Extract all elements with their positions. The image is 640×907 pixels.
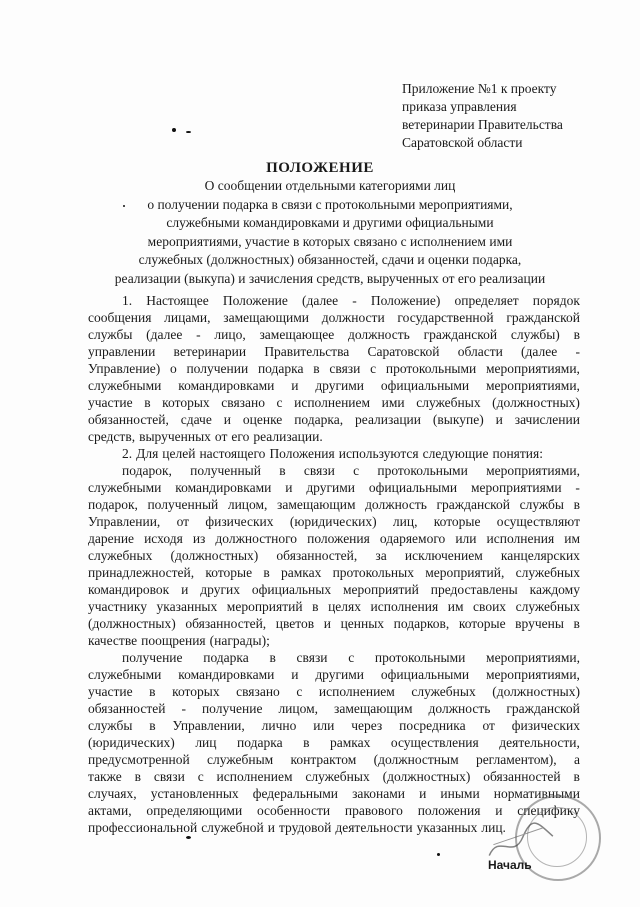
body-word: получении bbox=[186, 361, 249, 376]
body-line bbox=[88, 445, 580, 462]
body-word: в bbox=[573, 769, 580, 784]
body-word: должность bbox=[428, 701, 491, 716]
body-word: замещающее bbox=[259, 327, 335, 342]
body-word: другими bbox=[306, 480, 356, 495]
body-word: положения bbox=[307, 531, 370, 546]
body-word: зачислении bbox=[514, 412, 580, 427]
body-word: (должностных) bbox=[492, 395, 580, 410]
body-word: службы bbox=[88, 718, 133, 733]
body-word: а bbox=[573, 752, 580, 767]
body-word: иными bbox=[440, 786, 480, 801]
body-word: посредника bbox=[399, 718, 466, 733]
body-word: должность bbox=[347, 327, 410, 342]
body-line bbox=[88, 343, 580, 360]
body-word: и bbox=[285, 480, 293, 495]
body-word: мероприятиями, bbox=[486, 378, 580, 393]
body-word: в bbox=[303, 735, 310, 750]
body-word: командировок bbox=[88, 582, 170, 597]
body-word: обязанностей bbox=[483, 769, 561, 784]
body-word: или bbox=[455, 531, 477, 546]
body-word: осуществления bbox=[390, 735, 479, 750]
body-word: мероприятиями, bbox=[486, 361, 580, 376]
body-word: гражданской bbox=[506, 310, 580, 325]
body-word: (должностным bbox=[373, 752, 459, 767]
body-word: мероприятий bbox=[226, 599, 303, 614]
body-line bbox=[88, 292, 580, 309]
body-word: с bbox=[296, 684, 303, 699]
body-word: лицо, bbox=[214, 327, 246, 342]
body-word: другими bbox=[315, 378, 365, 393]
body-word: сообщения bbox=[88, 310, 152, 325]
body-word: в bbox=[279, 463, 286, 478]
appendix-note bbox=[402, 80, 602, 152]
body-word: мероприятиями, bbox=[486, 667, 580, 682]
body-word: которых bbox=[162, 395, 210, 410]
body-word: настоящего bbox=[199, 446, 266, 461]
body-word: - bbox=[181, 701, 186, 716]
body-word: - bbox=[575, 344, 580, 359]
body-word: получение bbox=[122, 650, 183, 665]
body-word: командировками bbox=[175, 480, 272, 495]
body-word: протокольными bbox=[374, 650, 466, 665]
body-word: ветеринарии bbox=[173, 344, 247, 359]
body-word: деятельности, bbox=[499, 735, 580, 750]
body-word: своих bbox=[473, 599, 507, 614]
body-word: - bbox=[196, 327, 201, 342]
appendix-line: приказа управления bbox=[402, 99, 517, 114]
subtitle-line: служебных (должностных) обязанностей, сдачи и оценки подарка, bbox=[138, 252, 522, 267]
body-word: сдаче bbox=[180, 412, 212, 427]
body-word: и bbox=[323, 616, 331, 631]
body-word: лиц bbox=[195, 735, 217, 750]
body-word: в bbox=[573, 327, 580, 342]
body-word: служебных bbox=[515, 599, 580, 614]
appendix-line: Саратовской области bbox=[402, 135, 523, 150]
subtitle-line: мероприятиями, участие в которых связано с исполнением ими bbox=[147, 233, 513, 249]
body-word: исполнением bbox=[318, 684, 395, 699]
body-word: - bbox=[352, 293, 357, 308]
body-word: вырученных bbox=[139, 429, 211, 444]
body-word: каждому bbox=[529, 582, 580, 597]
body-word: мероприятиями, bbox=[486, 650, 580, 665]
body-word: за bbox=[375, 548, 387, 563]
body-word: (должностных) bbox=[170, 548, 259, 563]
body-line bbox=[88, 802, 580, 819]
body-word: обязанностей, bbox=[276, 548, 358, 563]
body-word: другими bbox=[315, 667, 365, 682]
document-title: ПОЛОЖЕНИЕ bbox=[266, 160, 374, 176]
body-word: определяет bbox=[454, 293, 519, 308]
body-word: протокольными bbox=[377, 463, 468, 478]
body-word: протокольных bbox=[332, 565, 414, 580]
body-word: в bbox=[573, 497, 580, 512]
body-word: от bbox=[482, 718, 495, 733]
subtitle-line: служебными командировками и другими официальными bbox=[166, 215, 494, 230]
body-word: других bbox=[200, 582, 240, 597]
body-line bbox=[88, 785, 580, 802]
scan-speck bbox=[172, 128, 176, 132]
body-line bbox=[88, 377, 580, 394]
body-word: ценных bbox=[340, 616, 385, 631]
body-word: в bbox=[313, 361, 320, 376]
body-word: или bbox=[313, 718, 335, 733]
body-word: которые bbox=[205, 565, 253, 580]
body-word: следующие bbox=[422, 446, 489, 461]
body-word: исходя bbox=[144, 531, 183, 546]
body-word: связано bbox=[221, 395, 265, 410]
body-word: с bbox=[370, 361, 377, 376]
body-word: также bbox=[88, 769, 122, 784]
body-word: должностного bbox=[215, 531, 298, 546]
body-word: служебными bbox=[88, 667, 162, 682]
body-word: (юридических) bbox=[88, 735, 175, 750]
body-word: (должностных) bbox=[88, 616, 176, 631]
body-line bbox=[88, 768, 580, 785]
body-word: случаях, bbox=[88, 786, 137, 801]
body-word: лицом, bbox=[227, 497, 268, 512]
body-word: (юридических) bbox=[289, 514, 377, 529]
body-word: актами, bbox=[88, 803, 132, 818]
body-word: через bbox=[351, 718, 383, 733]
appendix-line: Приложение №1 к проекту bbox=[402, 81, 557, 96]
body-word: которые bbox=[433, 514, 481, 529]
body-word: и bbox=[495, 803, 503, 818]
body-word: Управлении, bbox=[88, 514, 161, 529]
body-word: законами bbox=[352, 786, 405, 801]
body-word: Положение bbox=[222, 293, 288, 308]
body-word: и bbox=[495, 412, 503, 427]
body-line bbox=[88, 751, 580, 768]
body-word: с bbox=[353, 463, 360, 478]
body-word: от bbox=[176, 514, 190, 529]
body-word: государственной bbox=[397, 310, 494, 325]
body-word: трудовой bbox=[278, 820, 332, 835]
body-line bbox=[88, 428, 580, 445]
body-word: физических bbox=[511, 718, 580, 733]
body-word: рамках bbox=[329, 735, 371, 750]
body-word: исполнения bbox=[486, 531, 555, 546]
body-word: лицом, bbox=[278, 701, 319, 716]
body-word: реализации bbox=[355, 412, 422, 427]
body-word: нормативными bbox=[493, 786, 580, 801]
body-word: службы) bbox=[510, 327, 560, 342]
body-word: от bbox=[214, 429, 228, 444]
body-word: управлении bbox=[88, 344, 156, 359]
body-word: качестве bbox=[88, 633, 138, 648]
body-line bbox=[88, 309, 580, 326]
body-word: которые bbox=[458, 616, 506, 631]
body-line bbox=[88, 734, 580, 751]
body-word: федеральными bbox=[252, 786, 338, 801]
body-word: регламентом), bbox=[475, 752, 557, 767]
body-word: подарка bbox=[203, 650, 249, 665]
body-line bbox=[88, 411, 580, 428]
body-word: положения bbox=[417, 803, 481, 818]
body-word: дарение bbox=[88, 531, 135, 546]
body-word: его bbox=[231, 429, 250, 444]
body-word: Для bbox=[136, 446, 159, 461]
body-word: связи bbox=[329, 361, 361, 376]
seal-caption: Началь bbox=[488, 858, 532, 872]
body-word: - bbox=[575, 480, 580, 495]
body-word: подарков, bbox=[393, 616, 450, 631]
body-word: службы bbox=[88, 327, 133, 342]
body-word: служебными bbox=[88, 378, 162, 393]
body-word: обязанностей, bbox=[88, 412, 169, 427]
body-word: и bbox=[267, 820, 275, 835]
body-line bbox=[88, 649, 580, 666]
document-subtitle bbox=[70, 177, 590, 288]
body-word: служебных bbox=[416, 395, 481, 410]
body-word: служебных bbox=[88, 548, 153, 563]
body-word: мероприятиями bbox=[471, 480, 562, 495]
body-word: 2. bbox=[122, 446, 133, 461]
body-word: участнику bbox=[88, 599, 147, 614]
body-word: указанных bbox=[416, 820, 478, 835]
body-word: Настоящее bbox=[146, 293, 209, 308]
body-word: порядок bbox=[532, 293, 580, 308]
body-word: лицами, bbox=[164, 310, 211, 325]
body-word: целях bbox=[328, 599, 361, 614]
body-word: (выкупе) bbox=[432, 412, 484, 427]
body-word: командировками bbox=[178, 667, 275, 682]
body-word: и bbox=[223, 412, 231, 427]
body-word: понятия: bbox=[492, 446, 543, 461]
body-word: (награды); bbox=[209, 633, 270, 648]
body-word: лиц, bbox=[392, 514, 418, 529]
body-word: деятельности bbox=[335, 820, 413, 835]
body-word: Саратовской bbox=[367, 344, 440, 359]
body-line bbox=[88, 700, 580, 717]
body-word: связи bbox=[296, 650, 328, 665]
body-word: им bbox=[447, 599, 464, 614]
scan-speck bbox=[123, 205, 125, 207]
body-line bbox=[88, 666, 580, 683]
body-word: (далее bbox=[521, 344, 558, 359]
body-line bbox=[88, 598, 580, 615]
body-word: принадлежностей, bbox=[88, 565, 195, 580]
body-word: служебными bbox=[88, 480, 162, 495]
body-word: протокольными bbox=[385, 361, 477, 376]
body-word: подарок, bbox=[122, 463, 172, 478]
body-word: канцелярских bbox=[500, 548, 580, 563]
body-word: подарок, bbox=[88, 497, 138, 512]
body-word: о bbox=[169, 361, 177, 376]
body-word: службы bbox=[519, 497, 564, 512]
scan-speck bbox=[186, 131, 191, 133]
body-word: должности bbox=[321, 310, 385, 325]
body-word: в bbox=[149, 684, 156, 699]
document-body bbox=[88, 292, 580, 836]
body-word: которых bbox=[172, 684, 220, 699]
body-word: с bbox=[348, 650, 355, 665]
body-word: командировками bbox=[178, 378, 275, 393]
subtitle-line: реализации (выкупа) и зачисления средств, вырученных от его реализации bbox=[114, 270, 546, 286]
body-word: осуществляют bbox=[496, 514, 580, 529]
body-word: гражданской bbox=[436, 497, 511, 512]
body-word: Правительства bbox=[264, 344, 350, 359]
body-word: исполнением bbox=[294, 395, 371, 410]
body-word: замещающим bbox=[334, 701, 413, 716]
body-word: установленных bbox=[150, 786, 239, 801]
body-word: 1. bbox=[122, 293, 133, 308]
body-word: официальными bbox=[380, 378, 470, 393]
body-word: гражданской bbox=[506, 701, 580, 716]
body-word: (далее bbox=[146, 327, 183, 342]
body-word: и bbox=[181, 582, 189, 597]
body-word: целей bbox=[162, 446, 196, 461]
body-word: подарка bbox=[257, 361, 304, 376]
body-word: в bbox=[573, 616, 580, 631]
body-line bbox=[88, 547, 580, 564]
body-word: связи bbox=[153, 769, 185, 784]
body-word: Управлении, bbox=[172, 718, 245, 733]
body-word: полученный bbox=[147, 497, 219, 512]
body-word: должность bbox=[365, 497, 427, 512]
body-word: средств, bbox=[88, 429, 136, 444]
body-word: цветов bbox=[275, 616, 315, 631]
body-line bbox=[88, 513, 580, 530]
body-word: в bbox=[149, 718, 156, 733]
subtitle-line: О сообщении отдельными категориями лиц bbox=[204, 178, 456, 193]
body-word: специфику bbox=[517, 803, 580, 818]
body-word: замещающим bbox=[277, 497, 356, 512]
body-line bbox=[88, 530, 580, 547]
body-word: в bbox=[134, 769, 141, 784]
body-word: официальных bbox=[251, 582, 332, 597]
body-word: и bbox=[419, 786, 427, 801]
body-word: в bbox=[144, 395, 151, 410]
body-line bbox=[88, 564, 580, 581]
body-line bbox=[88, 479, 580, 496]
body-word: связано bbox=[236, 684, 280, 699]
body-word: в bbox=[312, 599, 319, 614]
appendix-line: ветеринарии Правительства bbox=[402, 117, 563, 132]
body-word: служебных bbox=[411, 684, 476, 699]
body-word: поощрения bbox=[141, 633, 206, 648]
body-word: (должностных) bbox=[492, 684, 580, 699]
body-word: (должностных) bbox=[382, 769, 471, 784]
body-line bbox=[88, 683, 580, 700]
body-word: предоставлены bbox=[430, 582, 518, 597]
body-word: (далее bbox=[301, 293, 339, 308]
scan-speck bbox=[186, 836, 191, 839]
body-word: контрактом bbox=[290, 752, 357, 767]
body-word: замещающими bbox=[223, 310, 309, 325]
body-word: предусмотренной bbox=[88, 752, 190, 767]
body-word: профессиональной bbox=[88, 820, 198, 835]
body-word: определяющими bbox=[146, 803, 243, 818]
body-word: связи bbox=[303, 463, 335, 478]
body-word: оценке bbox=[242, 412, 283, 427]
body-word: им bbox=[564, 531, 580, 546]
body-word: лиц. bbox=[481, 820, 506, 835]
body-word: участие bbox=[88, 684, 133, 699]
body-word: в bbox=[269, 650, 276, 665]
body-word: исключением bbox=[404, 548, 483, 563]
body-word: реализации. bbox=[253, 429, 323, 444]
body-word: мероприятиями, bbox=[486, 463, 580, 478]
body-line bbox=[88, 326, 580, 343]
body-word: служебным bbox=[207, 752, 274, 767]
body-line bbox=[88, 581, 580, 598]
body-word: участие bbox=[88, 395, 133, 410]
body-word: исполнением bbox=[216, 769, 293, 784]
body-word: в bbox=[263, 565, 270, 580]
body-word: ими bbox=[381, 395, 405, 410]
body-word: Управление) bbox=[88, 361, 161, 376]
body-word: области bbox=[457, 344, 503, 359]
body-word: официальными bbox=[368, 480, 458, 495]
body-word: гражданской bbox=[423, 327, 498, 342]
body-word: официальными bbox=[380, 667, 470, 682]
body-word: обязанностей bbox=[88, 701, 166, 716]
body-line bbox=[88, 394, 580, 411]
body-word: мероприятий, bbox=[425, 565, 505, 580]
body-word: особенности bbox=[256, 803, 331, 818]
body-line bbox=[88, 360, 580, 377]
body-word: используются bbox=[338, 446, 419, 461]
body-word: из bbox=[192, 531, 206, 546]
scan-speck bbox=[437, 853, 440, 856]
body-word: с bbox=[197, 769, 204, 784]
body-word: лично bbox=[261, 718, 297, 733]
body-word: обязанностей, bbox=[185, 616, 267, 631]
body-line bbox=[88, 462, 580, 479]
body-word: вручены bbox=[515, 616, 564, 631]
body-word: исполнения bbox=[370, 599, 439, 614]
body-word: и bbox=[291, 378, 299, 393]
body-word: физических bbox=[205, 514, 274, 529]
body-word: и bbox=[291, 667, 299, 682]
body-word: рамках bbox=[280, 565, 322, 580]
body-word: Положение) bbox=[370, 293, 441, 308]
body-word: служебных bbox=[305, 769, 370, 784]
body-word: подарка bbox=[237, 735, 283, 750]
body-line bbox=[88, 632, 580, 649]
body-word: Положения bbox=[269, 446, 335, 461]
body-word: с bbox=[276, 395, 283, 410]
body-word: указанных bbox=[156, 599, 218, 614]
body-word: получение bbox=[201, 701, 263, 716]
body-line bbox=[88, 615, 580, 632]
body-word: полученный bbox=[190, 463, 261, 478]
body-word: подарка, bbox=[294, 412, 344, 427]
body-word: правового bbox=[344, 803, 403, 818]
body-line bbox=[88, 496, 580, 513]
body-word: служебных bbox=[515, 565, 580, 580]
body-word: служебной bbox=[201, 820, 264, 835]
body-line bbox=[88, 717, 580, 734]
body-word: мероприятий bbox=[343, 582, 419, 597]
body-word: одаряемого bbox=[379, 531, 446, 546]
subtitle-line: о получении подарка в связи с протокольными мероприятиями, bbox=[147, 196, 513, 212]
